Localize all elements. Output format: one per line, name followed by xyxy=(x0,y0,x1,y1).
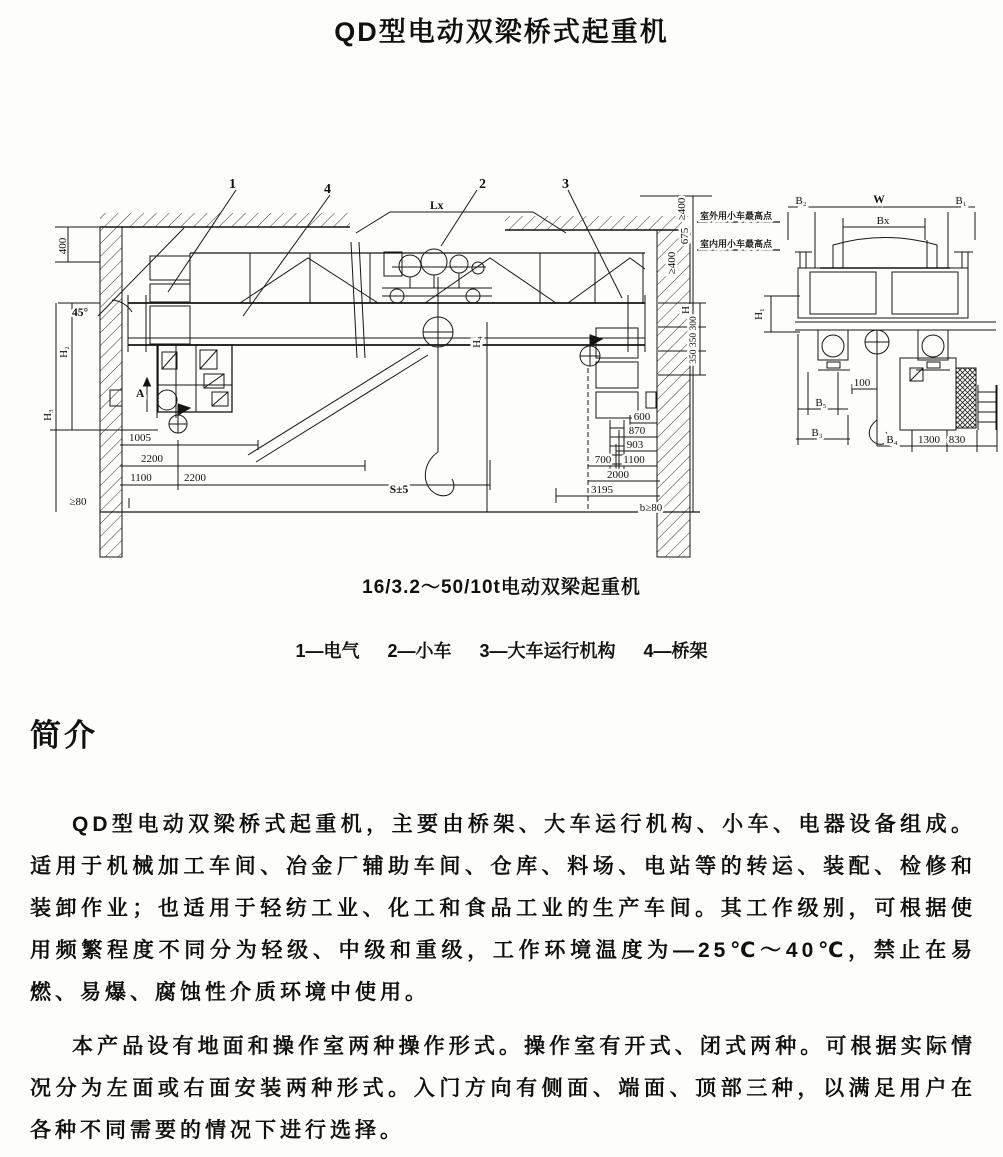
bridge-girder xyxy=(128,242,645,358)
dim-700: 700 xyxy=(594,454,612,466)
legend-item-trolley: 2—小车 xyxy=(387,641,452,661)
left-dimensions xyxy=(50,227,700,512)
dim-350-350-300: 350 350 300 xyxy=(689,316,699,364)
dim-ge400-top: ≥400 xyxy=(676,197,688,221)
dim-a-label: A xyxy=(136,388,145,400)
crane-technical-drawing xyxy=(0,0,1003,565)
dim-400-left: 400 xyxy=(57,237,69,255)
part-label-3: 3 xyxy=(562,177,569,192)
dim-b2: B₂ xyxy=(795,195,807,207)
main-elevation-view xyxy=(50,190,780,557)
dim-h4: H₄ xyxy=(471,336,483,348)
dim-675: 675 xyxy=(679,227,691,245)
dim-b1: B₁ xyxy=(955,195,967,207)
dim-45deg: 45° xyxy=(72,307,89,319)
dim-h2: H₂ xyxy=(58,346,70,358)
part-label-4: 4 xyxy=(324,182,331,197)
figure-caption: 16/3.2～50/10t电动双梁起重机 xyxy=(362,577,641,598)
part-label-1: 1 xyxy=(229,177,236,192)
dim-100: 100 xyxy=(853,377,871,389)
dim-w: W xyxy=(873,194,885,206)
end-view-cab-and-wall xyxy=(900,358,996,430)
dim-h: H xyxy=(680,306,692,314)
hook-assembly xyxy=(423,277,454,496)
dim-2200-b: 2200 xyxy=(184,472,206,484)
intro-paragraph-1: QD型电动双梁桥式起重机，主要由桥架、大车运行机构、小车、电器设备组成。适用于机械加工车间、冶金厂辅助车间、仓库、料场、电站等的转运、装配、检修和装卸作业；也适用于轻纺工业、化工和食品工业的生产车间。其工作级别，可根据使用频繁程度不同分为轻级、中级和重级，工作环境温度为—25℃～40℃，禁止在易燃、易爆、腐蚀性介质环境中使用。 xyxy=(30,813,976,1004)
dim-b3: B₃ xyxy=(811,427,823,439)
dim-b4: B₄ xyxy=(886,434,898,446)
dim-2200-a: 2200 xyxy=(141,453,163,465)
intro-paragraph-2: 本产品设有地面和操作室两种操作形式。操作室有开式、闭式两种。可根据实际情况分为左面或右面安装两种形式。入门方向有侧面、端面、顶部三种，以满足用户在各种不同需要的情况下进行选择。 xyxy=(30,1035,976,1142)
dim-lx: Lx xyxy=(430,200,444,212)
section-heading: 简介 xyxy=(30,718,98,753)
dim-b-ge80: b≥80 xyxy=(639,502,663,514)
end-view-bridge-section xyxy=(795,252,996,330)
dim-ge400-inner: ≥400 xyxy=(666,251,678,275)
dim-1100-left: 1100 xyxy=(130,472,152,484)
dim-1100-right: 1100 xyxy=(623,454,645,466)
dim-ge80-left: ≥80 xyxy=(69,496,87,508)
note-outdoor-trolley: 室外用小车最高点 xyxy=(700,211,773,221)
dim-903: 903 xyxy=(626,439,644,451)
legend-item-bridge-frame: 4—桥架 xyxy=(643,641,708,661)
figure-legend xyxy=(0,637,1003,663)
legend-item-electric: 1—电气 xyxy=(295,641,360,661)
dim-span-s: S±5 xyxy=(389,484,409,496)
intro-body xyxy=(30,804,976,1152)
end-view xyxy=(764,207,997,452)
dim-b5: B₅ xyxy=(815,397,827,409)
legend-item-travel-mechanism: 3—大车运行机构 xyxy=(479,641,616,661)
stair-brace xyxy=(248,348,428,462)
end-view-wheels xyxy=(818,330,950,370)
dim-bx: Bx xyxy=(876,215,890,227)
end-view-trolley xyxy=(820,238,950,269)
page-title: QD型电动双梁桥式起重机 xyxy=(334,17,669,47)
dim-2000: 2000 xyxy=(607,469,629,481)
dim-3195: 3195 xyxy=(591,484,613,496)
dim-h3: H₃ xyxy=(42,409,54,421)
dim-1005: 1005 xyxy=(129,432,151,444)
dim-h1: H₁ xyxy=(753,308,765,320)
dim-830: 830 xyxy=(948,434,966,446)
part-label-2: 2 xyxy=(479,177,486,192)
dim-600: 600 xyxy=(633,411,651,423)
dim-1300: 1300 xyxy=(918,434,940,446)
dim-870: 870 xyxy=(628,425,646,437)
note-indoor-trolley: 室内用小车最高点 xyxy=(700,239,773,249)
